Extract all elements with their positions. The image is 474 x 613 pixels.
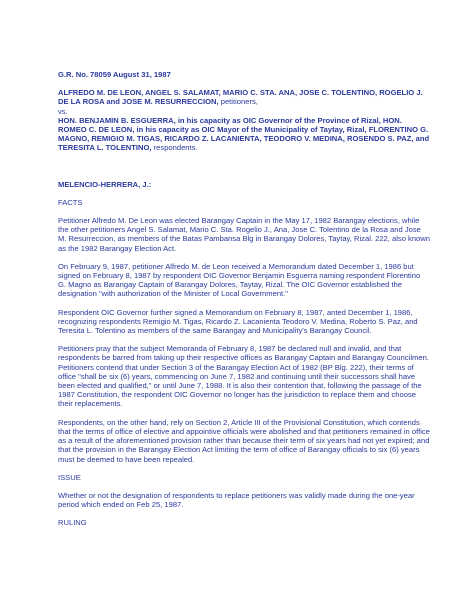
- ponente: MELENCIO-HERRERA, J.:: [58, 179, 152, 189]
- respondents-block: [58, 116, 430, 153]
- issue-heading: ISSUE: [58, 472, 81, 482]
- respondents-suffix: respondents.: [151, 143, 198, 153]
- versus-label: vs.: [58, 106, 68, 116]
- spacer: [58, 79, 430, 88]
- facts-paragraph-1: Petitioner Alfredo M. De Leon was elected Barangay Captain in the May 17, 1982 Barangay elections, while the other petitioners Angel S. Salamat, Mario C. Sta. Rogelio J., Ana, Jose C. Tolentino de la Rosa and Jose M. Resurreccion, as members of the Batas Pambansa Blg in Barangay Dolores, Taytay, Rizal. 222, also known as the 1982 Barangay Election Act.: [58, 216, 430, 253]
- facts-paragraph-4: Petitioners pray that the subject Memoranda of February 8, 1987 be declared null and invalid, and that respondents be barred from taking up their respective offices as Barangay Captain and Barangay Councilmen. Petitioners contend that under Section 3 of the Barangay Election Act of 1982 (BP Blg. 222), their terms of office "shall be six (6) years, commencing on June 7, 1982 and continuing until their successors shall have been elected and qualified," or until June 7, 1988. It is also their contention that, following the passage of the 1987 Constitution, the respondent OIC Governor no longer has the jurisdiction to replace them and choose their replacements.: [58, 344, 429, 409]
- spacer: [58, 482, 430, 491]
- spacer: [58, 409, 430, 418]
- spacer: [58, 464, 430, 473]
- petitioners-suffix: petitioners,: [218, 97, 258, 107]
- ruling-heading: RULING: [58, 518, 87, 528]
- spacer: [58, 299, 430, 308]
- spacer: [58, 189, 430, 198]
- facts-paragraph-2: On February 9, 1987, petitioner Alfredo M. de Leon received a Memorandum dated December 1, 1986 but signed on February 8, 1987 by respondent OIC Governor Benjamin Esguerra naming respondent Florentino G. Magno as Barangay Captain of Barangay Dolores, Taytay, Rizal. The OIC Governor established the designation "with authorization of the Minister of Local Government.": [58, 261, 421, 299]
- spacer: [58, 153, 430, 180]
- spacer: [58, 253, 430, 262]
- document-page: [58, 70, 430, 528]
- facts-paragraph-3: Respondent OIC Governor further signed a Memorandum on February 8, 1987, anted December 1, 1986, recognizing respondents Remigio M. Tigas, Ricardo Z. Lacanienta Teodoro V. Medina, Roberto S. Paz, and Teresita L. Tolentino as members of the same Barangay and Municipality's Barangay Council.: [58, 307, 418, 336]
- petitioners-block: [58, 88, 430, 106]
- case-number-date: G.R. No. 78059 August 31, 1987: [58, 70, 171, 79]
- facts-heading: FACTS: [58, 197, 83, 207]
- petitioners-names: ALFREDO M. DE LEON, ANGEL S. SALAMAT, MARIO C. STA. ANA, JOSE C. TOLENTINO, ROGELIO J. DE LA ROSA and JOSE M. RESURRECCION,: [58, 88, 423, 107]
- issue-paragraph-1: Whether or not the designation of respondents to replace petitioners was validly made during the one-year period which ended on Feb 25, 1987.: [58, 490, 415, 510]
- spacer: [58, 207, 430, 216]
- spacer: [58, 509, 430, 518]
- facts-paragraph-5: Respondents, on the other hand, rely on Section 2, Article III of the Provisional Constitution, which contends that the terms of office of elective and appointive officials were abolished and that petitioners remained in office as a result of the aforementioned provision rather than because their term of six years had not yet expired; and that the provision in the Barangay Election Act limiting the term of office of Barangay officials to six (6) years must be deemed to have been repealed.: [58, 417, 430, 464]
- respondents-names: HON. BENJAMIN B. ESGUERRA, in his capacity as OIC Governor of the Province of Rizal, HON. ROMEO C. DE LEON, in his capacity as OIC Mayor of the Municipality of Taytay, Rizal, FLORENTINO G. MAGNO, REMIGIO M. TIGAS, RICARDO Z. LACANIENTA, TEODORO V. MEDINA, ROSENDO S. PAZ, and TERESITA L. TOLENTINO,: [58, 115, 430, 153]
- spacer: [58, 335, 430, 344]
